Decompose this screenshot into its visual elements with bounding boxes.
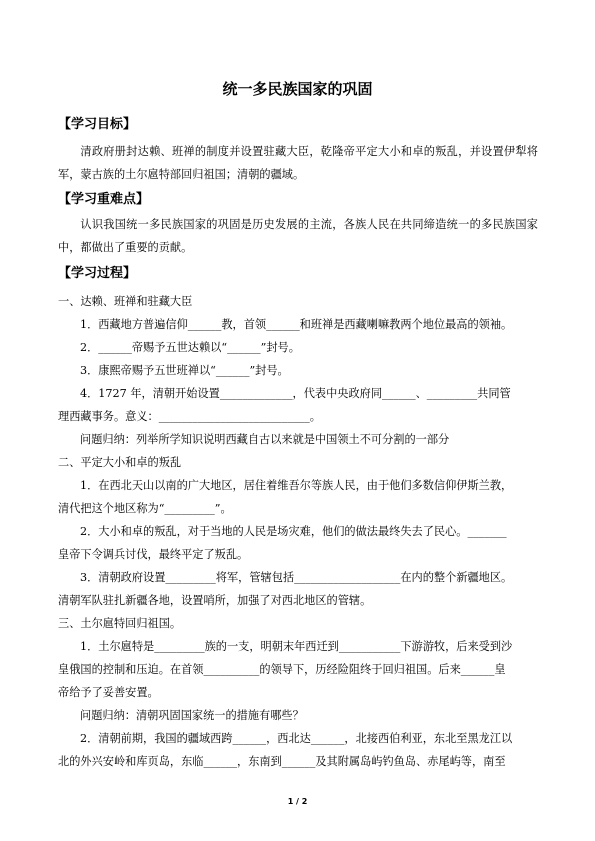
- question-line: 皇帝下令调兵讨伐，最终平定了叛乱。: [58, 548, 249, 561]
- section-2-heading: 二、平定大小和卓的叛乱: [58, 456, 182, 469]
- section-1-heading: 一、达赖、班禅和驻藏大臣: [58, 295, 193, 308]
- goals-text: 清政府册封达赖、班禅的制度并设置驻藏大臣，乾隆帝平定大小和卓的叛乱，并设置伊犁将军，蒙古族的土尔扈特部回归祖国；清朝的疆域。: [58, 145, 538, 181]
- summary-line: 问题归纳：列举所学知识说明西藏自古以来就是中国领土不可分割的一部分: [80, 433, 450, 446]
- question-line: 2．______帝赐予五世达赖以“______”封号。: [80, 341, 300, 354]
- question-line: 北的外兴安岭和库页岛，东临______，东南到______及其附属岛屿钓鱼岛、赤尾屿等，南至: [58, 755, 506, 768]
- question-line: 2．大小和卓的叛乱，对于当地的人民是场灾难，他们的做法最终失去了民心。_______: [80, 525, 507, 538]
- question-line: 1．在西北天山以南的广大地区，居住着维吾尔等族人民，由于他们多数信仰伊斯兰教，: [80, 479, 513, 492]
- summary-line: 问题归纳：清朝巩固国家统一的措施有哪些？: [80, 709, 304, 722]
- key-points-heading: 【学习重难点】: [58, 192, 150, 207]
- question-line: 1．西藏地方普遍信仰______教，首领______和班禅是西藏喇嘛教两个地位最高的领袖。: [80, 318, 513, 331]
- question-line: 清朝军队驻扎新疆各地，设置哨所，加强了对西北地区的管辖。: [58, 594, 372, 607]
- question-line: 2．清朝前期，我国的疆域西跨______，西北达______，北接西伯利亚，东北至黑龙江以: [80, 732, 513, 745]
- question-line: 3．康熙帝赐予五世班禅以“______”封号。: [80, 364, 289, 377]
- page-number: 1 / 2: [287, 797, 308, 806]
- section-3-heading: 三、土尔扈特回归祖国。: [58, 617, 182, 630]
- goals-heading: 【学习目标】: [58, 117, 137, 132]
- question-line: 1．土尔扈特是_________族的一支，明朝末年西迁到___________下游游牧，后来受到沙: [80, 640, 513, 653]
- page-title: 统一多民族国家的巩固: [222, 80, 373, 98]
- process-heading: 【学习过程】: [58, 266, 137, 281]
- question-line: 理西藏事务。意义：___________________________。: [58, 410, 321, 423]
- question-line: 皇俄国的控制和压迫。在首领__________的领导下，历经险阻终于回归祖国。后来______皇: [58, 663, 506, 676]
- question-line: 帝给予了妥善安置。: [58, 686, 159, 699]
- question-line: 清代把这个地区称为“_________”。: [58, 502, 232, 515]
- key-points-text: 认识我国统一多民族国家的巩固是历史发展的主流，各族人民在共同缔造统一的多民族国家中，都做出了重要的贡献。: [58, 218, 538, 254]
- question-line: 4．1727 年，清朝开始设置_____________，代表中央政府同______、_________共同管: [80, 387, 511, 400]
- question-line: 3．清朝政府设置_________将军，管辖包括___________________在内的整个新疆地区。: [80, 571, 513, 584]
